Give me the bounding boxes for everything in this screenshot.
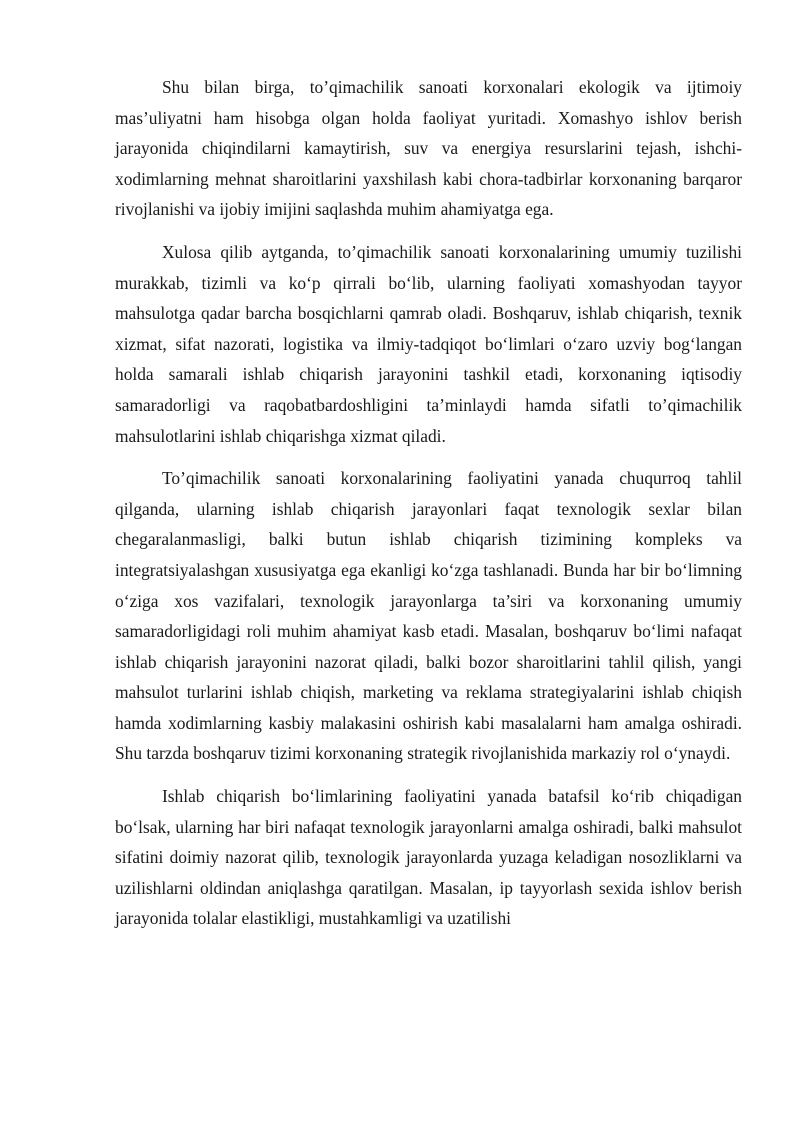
paragraph-3: To’qimachilik sanoati korxonalarining faoliyatini yanada chuqurroq tahlil qilganda, ularning ishlab chiqarish jarayonlari faqat texnologik sexlar bilan chegaralanmasligi, balki butun ishlab chiqarish tizimining kompleks va integratsiyalashgan xususiyatga ega ekanligi ko‘zga tashlanadi. Bunda har bir bo‘limning o‘ziga xos vazifalari, texnologik jarayonlarga ta’siri va korxonaning umumiy samaradorligidagi roli muhim ahamiyat kasb etadi. Masalan, boshqaruv bo‘limi nafaqat ishlab chiqarish jarayonini nazorat qiladi, balki bozor sharoitlarini tahlil qilish, yangi mahsulot turlarini ishlab chiqish, marketing va reklama strategiyalarini ishlab chiqish hamda xodimlarning kasbiy malakasini oshirish kabi masalalarni ham amalga oshiradi. Shu tarzda boshqaruv tizimi korxonaning strategik rivojlanishida markaziy rol o‘ynaydi. xyxy=(115,468,742,764)
paragraph-2: Xulosa qilib aytganda, to’qimachilik sanoati korxonalarining umumiy tuzilishi murakkab, tizimli va ko‘p qirrali bo‘lib, ularning faoliyati xomashyodan tayyor mahsulotga qadar barcha bosqichlarni qamrab oladi. Boshqaruv, ishlab chiqarish, texnik xizmat, sifat nazorati, logistika va ilmiy-tadqiqot bo‘limlari o‘zaro uzviy bog‘langan holda samarali ishlab chiqarish jarayonini tashkil etadi, korxonaning iqtisodiy samaradorligi va raqobatbardoshligini ta’minlaydi hamda sifatli to’qimachilik mahsulotlarini ishlab chiqarishga xizmat qiladi. xyxy=(115,241,742,446)
paragraph-4: Ishlab chiqarish bo‘limlarining faoliyatini yanada batafsil ko‘rib chiqadigan bo‘lsak, ularning har biri nafaqat texnologik jarayonlarni amalga oshiradi, balki mahsulot sifatini doimiy nazorat qilib, texnologik jarayonlarda yuzaga keladigan nosozliklarni va uzilishlarni oldindan aniqlashga qaratilgan. Masalan, ip tayyorlash sexida ishlov berish jarayonida tolalar elastikligi, mustahkamligi va uzatilishi xyxy=(115,786,742,929)
document-page xyxy=(115,72,742,946)
paragraph-1: Shu bilan birga, to’qimachilik sanoati korxonalari ekologik va ijtimoiy mas’uliyatni ham hisobga olgan holda faoliyat yuritadi. Xomashyo ishlov berish jarayonida chiqindilarni kamaytirish, suv va energiya resurslarini tejash, ishchi-xodimlarning mehnat sharoitlarini yaxshilash kabi chora-tadbirlar korxonaning barqaror rivojlanishi va ijobiy imijini saqlashda muhim ahamiyatga ega. xyxy=(115,77,742,220)
